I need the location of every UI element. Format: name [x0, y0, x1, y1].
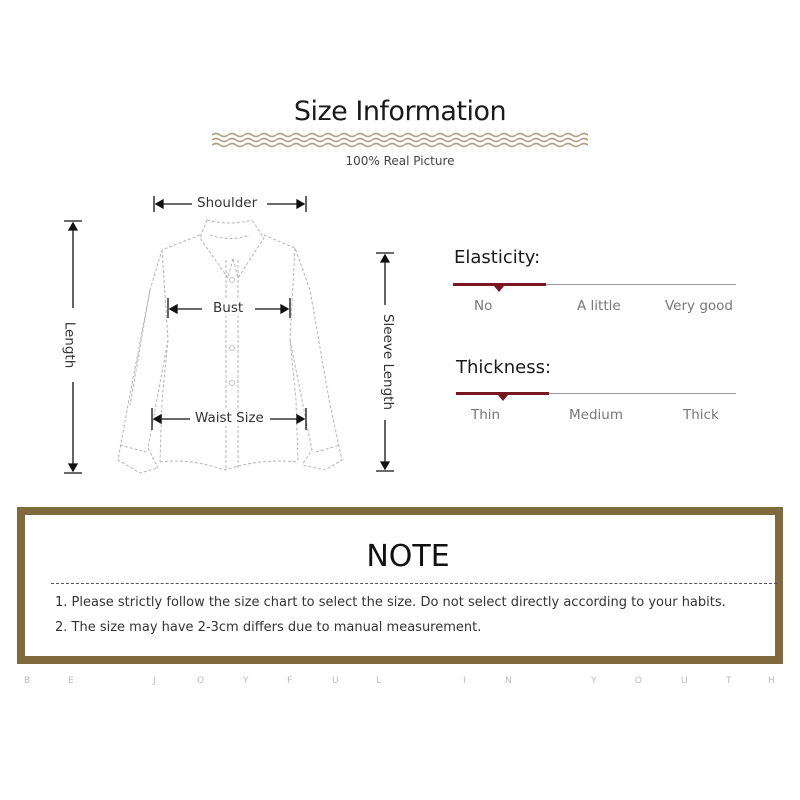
page-subtitle: 100% Real Picture — [345, 154, 455, 168]
tagline-letter: E — [68, 676, 74, 686]
shirt-measurement-diagram — [50, 180, 410, 480]
elasticity-rating — [453, 247, 736, 317]
note-divider — [51, 583, 777, 584]
shirt-outline-icon — [50, 180, 410, 480]
note-item-2: 2. The size may have 2-3cm differs due to manual measurement. — [55, 620, 482, 635]
elasticity-option-a-little: A little — [577, 298, 621, 314]
tagline-letter: U — [332, 676, 339, 686]
tagline-letter: T — [726, 676, 732, 686]
tagline-letter: B — [24, 676, 31, 686]
tagline-letter: O — [635, 676, 643, 686]
tagline-letter: N — [505, 676, 512, 686]
wave-ornament-icon — [212, 130, 588, 150]
thickness-title: Thickness: — [456, 357, 552, 378]
note-box — [17, 507, 783, 664]
elasticity-option-very-good: Very good — [665, 298, 733, 314]
bust-label: Bust — [210, 300, 246, 316]
tagline-letter: Y — [243, 676, 249, 686]
page-title: Size Information — [293, 96, 507, 127]
length-label: Length — [61, 321, 78, 369]
tagline-letter: J — [153, 676, 156, 686]
elasticity-option-no: No — [474, 298, 493, 314]
shoulder-label: Shoulder — [194, 195, 260, 211]
elasticity-pointer-icon — [494, 286, 504, 292]
thickness-option-thin: Thin — [471, 407, 501, 423]
sleeve-length-label: Sleeve Length — [380, 313, 397, 411]
note-title: NOTE — [366, 539, 450, 574]
tagline-letter: O — [197, 676, 205, 686]
thickness-option-medium: Medium — [569, 407, 623, 423]
thickness-rating — [453, 357, 736, 427]
thickness-option-thick: Thick — [683, 407, 719, 423]
thickness-pointer-icon — [498, 395, 508, 401]
tagline-letter: Y — [591, 676, 597, 686]
tagline-letter: I — [463, 676, 466, 686]
tagline-letter: U — [681, 676, 688, 686]
tagline-letter: F — [287, 676, 293, 686]
note-item-1: 1. Please strictly follow the size chart to select the size. Do not select directly according to your habits. — [55, 595, 726, 610]
elasticity-title: Elasticity: — [454, 247, 541, 268]
waist-size-label: Waist Size — [192, 410, 267, 426]
tagline-letter: H — [768, 676, 775, 686]
tagline-letter: L — [376, 676, 382, 686]
